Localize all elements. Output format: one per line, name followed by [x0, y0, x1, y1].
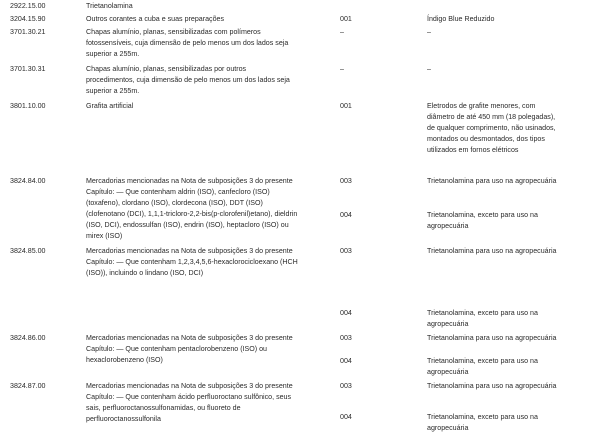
description-line: Trietanolamina	[86, 2, 133, 10]
ncm-code: 3701.30.31	[10, 65, 46, 73]
description-line: Mercadorias mencionadas na Nota de subposições 3 do presente	[86, 247, 293, 255]
description-line: superior a 255m.	[86, 50, 140, 58]
description-line: Mercadorias mencionadas na Nota de subposições 3 do presente	[86, 334, 293, 342]
description-line: superior a 255m.	[86, 87, 140, 95]
ex-code: 004	[340, 413, 352, 421]
ncm-code: 3824.84.00	[10, 177, 46, 185]
ex-code: –	[340, 65, 344, 73]
observation-line: –	[427, 28, 431, 36]
ex-code: 004	[340, 357, 352, 365]
description-line: (clofenotano (DCI), 1,1,1-tricloro-2,2-bis(p-clorofenil)etano), dieldrin	[86, 210, 298, 218]
ex-code: 001	[340, 15, 352, 23]
ncm-code: 3824.87.00	[10, 382, 46, 390]
observation-line: agropecuária	[427, 368, 469, 376]
observation-line: Trietanolamina, exceto para uso na	[427, 357, 538, 365]
ncm-code: 3204.15.90	[10, 15, 46, 23]
description-line: Grafita artificial	[86, 102, 134, 110]
description-line: Capítulo: — Que contenham ácido perfluoroctano sulfônico, seus	[86, 393, 292, 401]
observation-line: Eletrodos de grafite menores, com	[427, 102, 536, 110]
ex-code: 001	[340, 102, 352, 110]
ex-code: 004	[340, 211, 352, 219]
description-line: (toxafeno), clordano (ISO), clordecona (ISO), DDT (ISO)	[86, 199, 263, 207]
ex-code: –	[340, 28, 344, 36]
ncm-code: 2922.15.00	[10, 2, 46, 10]
description-line: perfluoroctanossulfonila	[86, 415, 161, 423]
description-line: Outros corantes a cuba e suas preparações	[86, 15, 225, 23]
ex-code: 003	[340, 382, 352, 390]
ncm-code: 3824.86.00	[10, 334, 46, 342]
observation-line: montados ou desmontados, dos tipos	[427, 135, 545, 143]
observation-line: Trietanolamina, exceto para uso na	[427, 309, 538, 317]
observation-line: utilizados em fornos elétricos	[427, 146, 519, 154]
description-line: sais, perfluoroctanossulfonamidas, ou fluoreto de	[86, 404, 241, 412]
ncm-code: 3824.85.00	[10, 247, 46, 255]
description-line: Mercadorias mencionadas na Nota de subposições 3 do presente	[86, 177, 293, 185]
observation-line: Trietanolamina para uso na agropecuária	[427, 334, 557, 342]
ex-code: 003	[340, 247, 352, 255]
description-line: (ISO)), incluindo o lindano (ISO, DCI)	[86, 269, 204, 277]
observation-line: agropecuária	[427, 424, 469, 432]
ex-code: 004	[340, 309, 352, 317]
description-line: procedimentos, cuja dimensão de pelo menos um dos lados seja	[86, 76, 290, 84]
description-line: Chapas alumínio, planas, sensibilizadas com polímeros	[86, 28, 261, 36]
observation-line: Índigo Blue Reduzido	[427, 15, 495, 23]
observation-line: –	[427, 65, 431, 73]
ex-code: 003	[340, 334, 352, 342]
description-line: mirex (ISO)	[86, 232, 123, 240]
description-line: Capítulo: — Que contenham pentaclorobenzeno (ISO) ou	[86, 345, 267, 353]
description-line: Capítulo: — Que contenham 1,2,3,4,5,6-hexaclorocicloexano (HCH	[86, 258, 298, 266]
description-line: Chapas alumínio, planas, sensibilizadas por outros	[86, 65, 247, 73]
description-line: fotossensíveis, cuja dimensão de pelo menos um dos lados seja	[86, 39, 289, 47]
observation-line: diâmetro de até 450 mm (18 polegadas),	[427, 113, 556, 121]
description-line: Capítulo: — Que contenham aldrin (ISO), canfecloro (ISO)	[86, 188, 270, 196]
observation-line: Trietanolamina para uso na agropecuária	[427, 177, 557, 185]
description-line: hexaclorobenzeno (ISO)	[86, 356, 163, 364]
observation-line: Trietanolamina para uso na agropecuária	[427, 382, 557, 390]
ex-code: 003	[340, 177, 352, 185]
observation-line: Trietanolamina, exceto para uso na	[427, 413, 538, 421]
observation-line: de qualquer comprimento, não usinados,	[427, 124, 556, 132]
observation-line: Trietanolamina, exceto para uso na	[427, 211, 538, 219]
description-line: (ISO, DCI), endossulfan (ISO), endrin (ISO), heptacloro (ISO) ou	[86, 221, 289, 229]
description-line: Mercadorias mencionadas na Nota de subposições 3 do presente	[86, 382, 293, 390]
observation-line: agropecuária	[427, 320, 469, 328]
ncm-code: 3701.30.21	[10, 28, 46, 36]
observation-line: agropecuária	[427, 222, 469, 230]
ncm-code: 3801.10.00	[10, 102, 46, 110]
observation-line: Trietanolamina para uso na agropecuária	[427, 247, 557, 255]
